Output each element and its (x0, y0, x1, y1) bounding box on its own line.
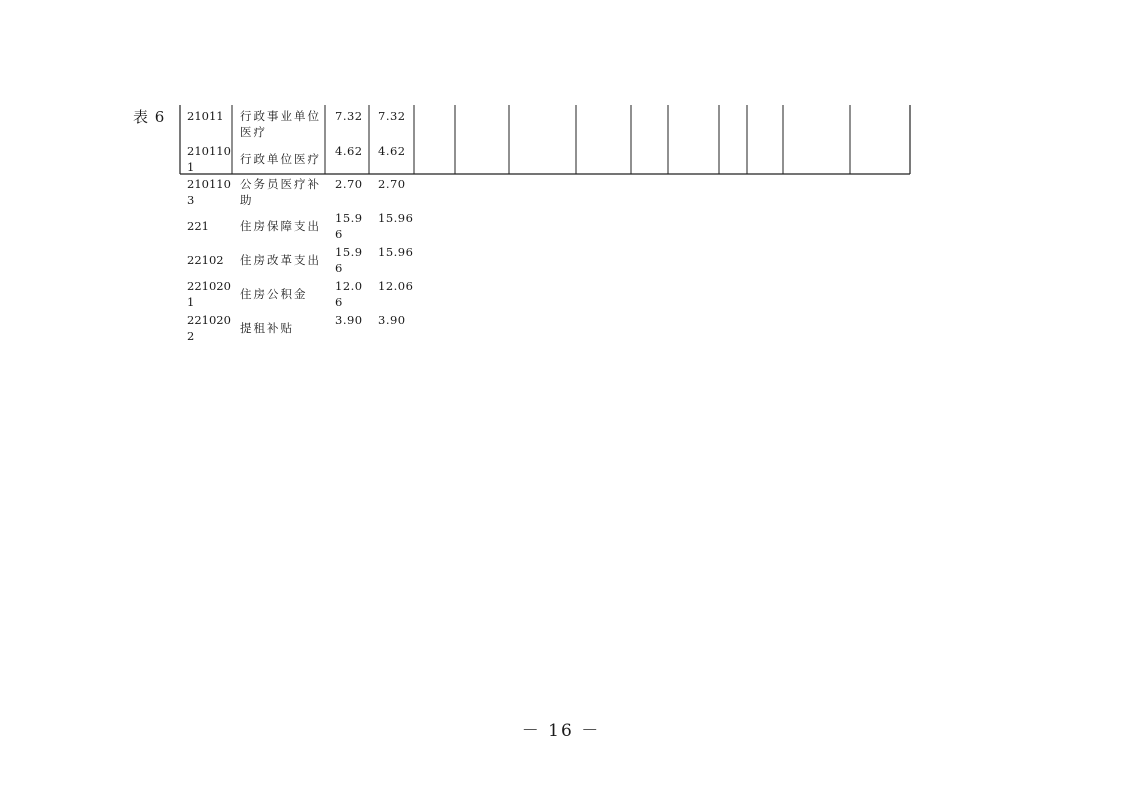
cell-line: 行政事业单位 (240, 109, 321, 123)
cell-line: 3.90 (378, 313, 406, 327)
cell-line: 住房公积金 (240, 287, 308, 301)
cell-line: 21011 (187, 109, 224, 123)
cell-line: 22102 (187, 253, 224, 267)
cell-line: 221020 (187, 313, 231, 327)
cell-line: 12.0 (335, 279, 363, 293)
cell-v2 (378, 210, 413, 226)
cell-v1 (335, 244, 363, 276)
cell-code (187, 278, 231, 310)
cell-line: 行政单位医疗 (240, 152, 321, 166)
cell-line: 4.62 (335, 144, 363, 158)
cell-line: 3.90 (335, 313, 363, 327)
cell-line: 2.70 (335, 177, 363, 191)
cell-line: 12.06 (378, 279, 414, 293)
page-number: － 16 － (521, 721, 601, 741)
cell-name (240, 176, 321, 208)
cell-line: 提租补贴 (240, 321, 294, 335)
cell-line: 住房保障支出 (240, 219, 321, 233)
cell-line: 助 (240, 193, 254, 207)
cell-line: 210110 (187, 177, 231, 191)
cell-line: 15.96 (378, 245, 414, 259)
cell-code (187, 252, 224, 268)
cell-line: 221 (187, 219, 209, 233)
cell-line: 2 (187, 329, 195, 343)
cell-v2 (378, 108, 406, 124)
cell-line: 6 (335, 227, 343, 241)
cell-line: 医疗 (240, 125, 267, 139)
cell-v2 (378, 244, 413, 260)
cell-line: 2.70 (378, 177, 406, 191)
cell-line: 公务员医疗补 (240, 177, 321, 191)
cell-line: 1 (187, 160, 195, 174)
cell-line: 7.32 (335, 109, 363, 123)
cell-line: 7.32 (378, 109, 406, 123)
cell-v1 (335, 210, 363, 242)
cell-line: 6 (335, 261, 343, 275)
cell-v1 (335, 278, 363, 310)
cell-line: 3 (187, 193, 195, 207)
cell-name (240, 108, 321, 140)
cell-v2 (378, 312, 406, 328)
cell-code (187, 143, 231, 175)
cell-line: 210110 (187, 144, 231, 158)
cell-code (187, 218, 209, 234)
cell-line: 1 (187, 295, 195, 309)
cell-v2 (378, 176, 406, 192)
cell-name (240, 252, 321, 268)
cell-line: 4.62 (378, 144, 406, 158)
cell-v2 (378, 143, 406, 159)
table-label: 表 6 (133, 108, 166, 126)
cell-line: 221020 (187, 279, 231, 293)
cell-line: 6 (335, 295, 343, 309)
cell-v1 (335, 108, 363, 124)
cell-line: 15.9 (335, 245, 363, 259)
cell-name (240, 286, 308, 302)
cell-line: 15.96 (378, 211, 414, 225)
cell-v1 (335, 312, 363, 328)
cell-line: 住房改革支出 (240, 253, 321, 267)
cell-v1 (335, 143, 363, 159)
cell-name (240, 320, 294, 336)
cell-v2 (378, 278, 413, 294)
cell-name (240, 218, 321, 234)
cell-code (187, 176, 231, 208)
cell-code (187, 108, 224, 124)
cell-code (187, 312, 231, 344)
cell-v1 (335, 176, 363, 192)
cell-name (240, 151, 321, 167)
cell-line: 15.9 (335, 211, 363, 225)
